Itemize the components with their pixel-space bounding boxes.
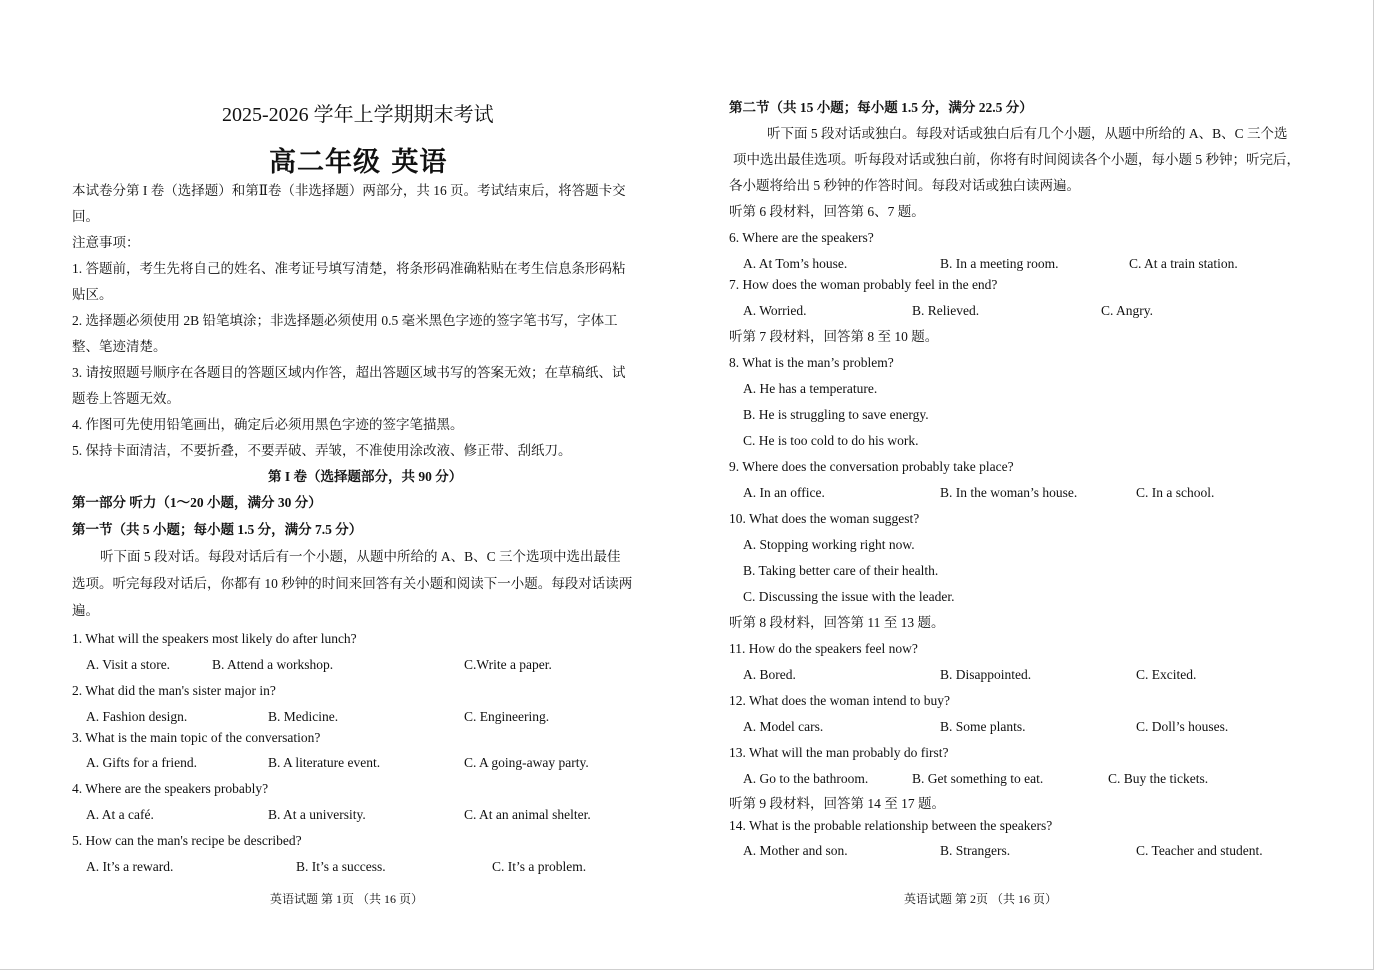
note-line: 4. 作图可先使用铅笔画出，确定后必须用黑色字迹的签字笔描黑。 bbox=[72, 417, 464, 432]
option-a: A. It’s a reward. bbox=[86, 859, 174, 874]
material-label: 听第 9 段材料，回答第 14 至 17 题。 bbox=[729, 796, 945, 811]
option-c: C. Buy the tickets. bbox=[1108, 771, 1209, 786]
question-4: 4. Where are the speakers probably? bbox=[72, 781, 269, 796]
option-c: C. It’s a problem. bbox=[492, 859, 587, 874]
option-a: A. He has a temperature. bbox=[743, 381, 878, 396]
option-c: C. Doll’s houses. bbox=[1136, 719, 1229, 734]
option-a: A. At Tom’s house. bbox=[743, 256, 848, 271]
option-c: C. At a train station. bbox=[1129, 256, 1238, 271]
option-a: A. Stopping working right now. bbox=[743, 537, 915, 552]
question-7: 7. How does the woman probably feel in the end? bbox=[729, 277, 998, 292]
note-line: 贴区。 bbox=[72, 287, 113, 302]
page-footer: 英语试题 第 2页 （共 16 页） bbox=[904, 892, 1058, 906]
note-line: 2. 选择题必须使用 2B 铅笔填涂；非选择题必须使用 0.5 毫米黑色字迹的签字笔书写，字体工 bbox=[72, 313, 618, 328]
option-a: A. Bored. bbox=[743, 667, 796, 682]
section2-directions: 各小题将给出 5 秒钟的作答时间。每段对话或独白读两遍。 bbox=[729, 178, 1080, 193]
option-b: B. Some plants. bbox=[940, 719, 1026, 734]
question-8: 8. What is the man’s problem? bbox=[729, 355, 894, 370]
section1-title: 第一节（共 5 小题；每小题 1.5 分，满分 7.5 分） bbox=[72, 522, 363, 537]
option-b: B. Relieved. bbox=[912, 303, 980, 318]
option-c: C. Excited. bbox=[1136, 667, 1197, 682]
option-c: C. Engineering. bbox=[464, 709, 550, 724]
option-c: C. He is too cold to do his work. bbox=[743, 433, 919, 448]
question-5: 5. How can the man's recipe be described? bbox=[72, 833, 302, 848]
option-a: A. Fashion design. bbox=[86, 709, 188, 724]
option-c: C. Angry. bbox=[1101, 303, 1154, 318]
note-line: 3. 请按照题号顺序在各题目的答题区域内作答，超出答题区域书写的答案无效；在草稿纸、试 bbox=[72, 365, 626, 380]
option-c: C. Teacher and student. bbox=[1136, 843, 1263, 858]
intro-line-2: 回。 bbox=[72, 209, 99, 224]
question-9: 9. Where does the conversation probably take place? bbox=[729, 459, 1014, 474]
exam-subtitle: 高二年级 英语 bbox=[269, 147, 448, 178]
section2-directions: 听下面 5 段对话或独白。每段对话或独白后有几个小题，从题中所给的 A、B、C 三个选 bbox=[767, 126, 1288, 141]
page-footer: 英语试题 第 1页 （共 16 页） bbox=[270, 892, 424, 906]
note-line: 1. 答题前，考生先将自己的姓名、准考证号填写清楚，将条形码准确粘贴在考生信息条形码粘 bbox=[72, 261, 626, 276]
option-c: C. Discussing the issue with the leader. bbox=[743, 589, 955, 604]
material-label: 听第 6 段材料，回答第 6、7 题。 bbox=[729, 204, 925, 219]
material-label: 听第 8 段材料，回答第 11 至 13 题。 bbox=[729, 615, 945, 630]
option-c: C.Write a paper. bbox=[464, 657, 552, 672]
option-a: A. Worried. bbox=[743, 303, 807, 318]
material-label: 听第 7 段材料，回答第 8 至 10 题。 bbox=[729, 329, 939, 344]
option-b: B. It’s a success. bbox=[296, 859, 386, 874]
section1-directions: 选项。听完每段对话后，你都有 10 秒钟的时间来回答有关小题和阅读下一小题。每段对话读两 bbox=[72, 576, 633, 591]
question-11: 11. How do the speakers feel now? bbox=[729, 641, 918, 656]
option-c: C. A going-away party. bbox=[464, 755, 589, 770]
option-b: B. Strangers. bbox=[940, 843, 1011, 858]
note-line: 5. 保持卡面清洁，不要折叠，不要弄破、弄皱，不准使用涂改液、修正带、刮纸刀。 bbox=[72, 443, 572, 458]
section1-directions: 听下面 5 段对话。每段对话后有一个小题，从题中所给的 A、B、C 三个选项中选出最佳 bbox=[100, 549, 621, 564]
option-b: B. Get something to eat. bbox=[912, 771, 1044, 786]
option-b: B. Medicine. bbox=[268, 709, 339, 724]
question-14: 14. What is the probable relationship between the speakers? bbox=[729, 818, 1053, 833]
note-line: 整、笔迹清楚。 bbox=[72, 339, 167, 354]
volume-title: 第 I 卷（选择题部分，共 90 分） bbox=[268, 469, 463, 484]
question-12: 12. What does the woman intend to buy? bbox=[729, 693, 950, 708]
question-6: 6. Where are the speakers? bbox=[729, 230, 874, 245]
option-b: B. He is struggling to save energy. bbox=[743, 407, 929, 422]
section2-directions: 项中选出最佳选项。听每段对话或独白前，你将有时间阅读各个小题，每小题 5 秒钟；听完后， bbox=[733, 152, 1300, 167]
notice-title: 注意事项： bbox=[72, 235, 140, 250]
option-b: B. A literature event. bbox=[268, 755, 381, 770]
option-c: C. At an animal shelter. bbox=[464, 807, 591, 822]
question-1: 1. What will the speakers most likely do after lunch? bbox=[72, 631, 357, 646]
section1-directions: 遍。 bbox=[72, 603, 99, 618]
option-b: B. Attend a workshop. bbox=[212, 657, 334, 672]
option-b: B. In a meeting room. bbox=[940, 256, 1059, 271]
option-a: A. Go to the bathroom. bbox=[743, 771, 869, 786]
question-3: 3. What is the main topic of the conversation? bbox=[72, 730, 321, 745]
option-a: A. Model cars. bbox=[743, 719, 824, 734]
intro-line-1: 本试卷分第 I 卷（选择题）和第Ⅱ卷（非选择题）两部分，共 16 页。考试结束后，将答题卡交 bbox=[72, 183, 626, 198]
option-a: A. At a café. bbox=[86, 807, 154, 822]
part1-title: 第一部分 听力（1～20 小题，满分 30 分） bbox=[72, 495, 322, 510]
option-c: C. In a school. bbox=[1136, 485, 1215, 500]
option-a: A. Visit a store. bbox=[86, 657, 171, 672]
option-a: A. Gifts for a friend. bbox=[86, 755, 197, 770]
section2-title: 第二节（共 15 小题；每小题 1.5 分，满分 22.5 分） bbox=[729, 100, 1033, 115]
question-2: 2. What did the man's sister major in? bbox=[72, 683, 276, 698]
option-b: B. Taking better care of their health. bbox=[743, 563, 939, 578]
note-line: 题卷上答题无效。 bbox=[72, 391, 180, 406]
question-10: 10. What does the woman suggest? bbox=[729, 511, 920, 526]
option-b: B. Disappointed. bbox=[940, 667, 1032, 682]
question-13: 13. What will the man probably do first? bbox=[729, 745, 949, 760]
option-a: A. In an office. bbox=[743, 485, 825, 500]
option-a: A. Mother and son. bbox=[743, 843, 848, 858]
option-b: B. At a university. bbox=[268, 807, 366, 822]
option-b: B. In the woman’s house. bbox=[940, 485, 1078, 500]
exam-title: 2025-2026 学年上学期期末考试 bbox=[222, 104, 494, 126]
